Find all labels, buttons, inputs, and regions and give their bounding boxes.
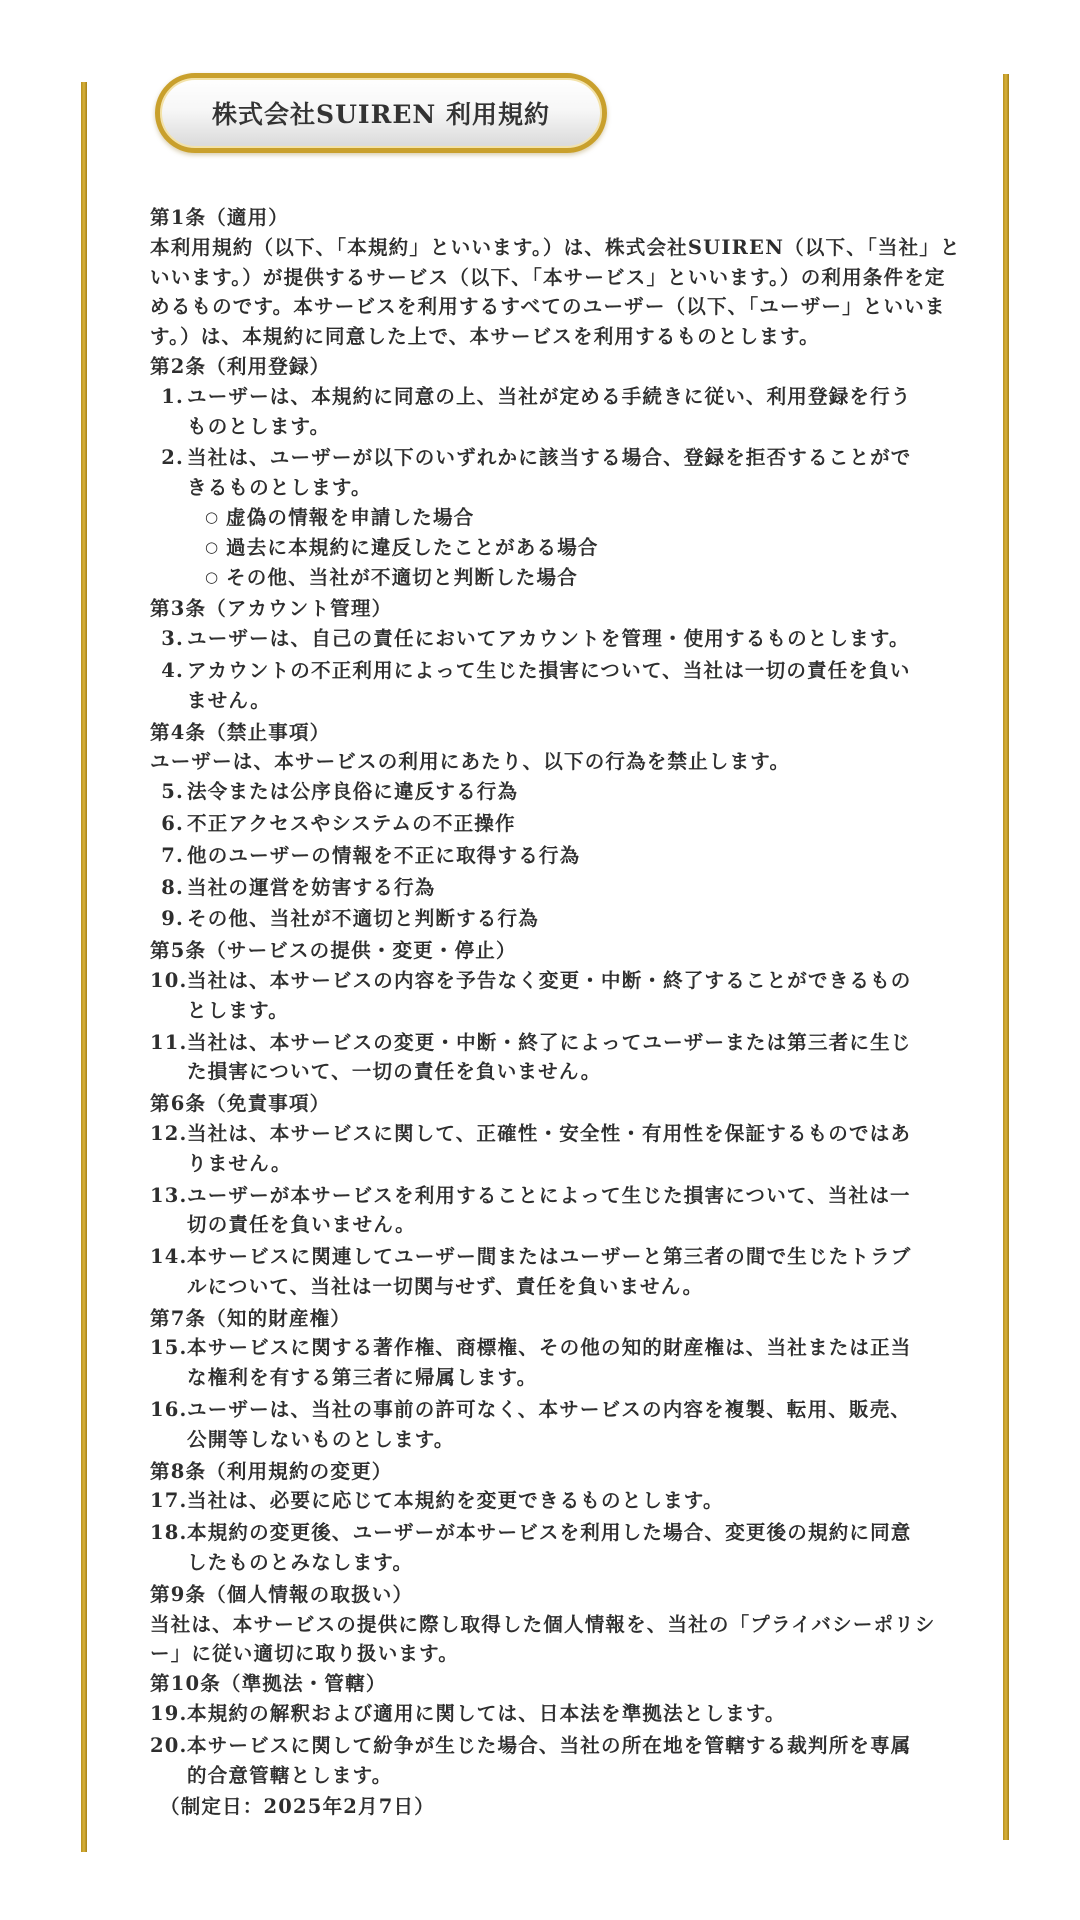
section-heading: 第1条（適用） [150, 206, 289, 229]
section-paragraph: 当社は、本サービスの提供に際し取得した個人情報を、当社の「プライバシーポリシー」に従い適切に取り扱います。 [150, 1612, 936, 1666]
item-number: 13. [150, 1183, 188, 1207]
terms-section [150, 594, 962, 715]
enactment-date: （制定日：2025年2月7日） [160, 1795, 435, 1819]
numbered-list [150, 1486, 962, 1577]
list-item [150, 904, 922, 934]
list-item [150, 1699, 922, 1729]
list-item [150, 1486, 922, 1516]
item-number: 7. [161, 843, 184, 867]
item-number: 17. [150, 1489, 188, 1513]
list-item [150, 443, 922, 592]
terms-section [150, 1669, 962, 1790]
list-item [150, 1731, 922, 1791]
item-number: 15. [150, 1336, 188, 1360]
list-item [150, 1028, 922, 1088]
bullet-item [187, 503, 922, 533]
list-item [150, 624, 922, 654]
bullet-item [187, 563, 922, 593]
list-item [150, 777, 922, 807]
terms-section [150, 718, 962, 935]
item-text: 不正アクセスやシステムの不正操作 [187, 811, 516, 835]
item-text: ユーザーは、当社の事前の許可なく、本サービスの内容を複製、転用、販売、公開等しないものとします。 [187, 1398, 912, 1451]
item-text: 法令または公序良俗に違反する行為 [187, 780, 519, 804]
item-number: 6. [161, 811, 184, 835]
bullet-text: その他、当社が不適切と判断した場合 [226, 565, 578, 589]
item-number: 14. [150, 1245, 188, 1269]
item-number: 18. [150, 1521, 188, 1545]
terms-section [150, 1457, 962, 1578]
bullet-text: 過去に本規約に違反したことがある場合 [226, 535, 599, 559]
item-text: 当社の運営を妨害する行為 [187, 875, 436, 899]
section-paragraph: 本利用規約（以下、「本規約」といいます。）は、株式会社SUIREN（以下、「当社」といいます。）が提供するサービス（以下、「本サービス」といいます。）の利用条件を定めるものです。本サービスを利用するすべてのユーザー（以下、「ユーザー」といいます。）は、本規約に同意した上で、本サービスを利用するものとします。 [150, 235, 961, 349]
item-text: 本サービスに関して紛争が生じた場合、当社の所在地を管轄する裁判所を専属的合意管轄とします。 [187, 1733, 912, 1787]
bullet-text: 虚偽の情報を申請した場合 [226, 505, 475, 529]
item-number: 20. [150, 1733, 188, 1757]
terms-section [150, 352, 962, 592]
item-number: 1. [161, 384, 184, 408]
bullet-item [187, 533, 922, 563]
item-text: 本規約の変更後、ユーザーが本サービスを利用した場合、変更後の規約に同意したものとみなします。 [187, 1521, 912, 1575]
item-text: 本サービスに関連してユーザー間またはユーザーと第三者の間で生じたトラブルについて、当社は一切関与せず、責任を負いません。 [187, 1245, 912, 1298]
gold-border-right [1003, 74, 1009, 1840]
item-number: 10. [150, 968, 188, 992]
list-item [150, 1518, 922, 1578]
numbered-list [150, 1699, 962, 1790]
numbered-list [150, 382, 962, 593]
list-item [150, 841, 922, 871]
item-number: 19. [150, 1702, 188, 1726]
bullet-list [187, 503, 922, 592]
section-heading: 第6条（免責事項） [150, 1092, 331, 1116]
list-item [150, 382, 922, 442]
section-heading: 第7条（知的財産権） [150, 1306, 352, 1330]
item-text: ユーザーが本サービスを利用することによって生じた損害について、当社は一切の責任を負いません。 [187, 1183, 911, 1237]
list-item [150, 1395, 922, 1455]
item-text: 当社は、必要に応じて本規約を変更できるものとします。 [187, 1489, 724, 1513]
item-text: 本サービスに関する著作権、商標権、その他の知的財産権は、当社または正当な権利を有する第三者に帰属します。 [187, 1336, 912, 1390]
list-item [150, 656, 922, 716]
item-number: 11. [150, 1030, 188, 1054]
list-item [150, 809, 922, 839]
numbered-list [150, 624, 962, 715]
numbered-list [150, 1119, 962, 1302]
list-item [150, 966, 922, 1026]
section-heading: 第3条（アカウント管理） [150, 597, 393, 621]
item-text: 当社は、本サービスの内容を予告なく変更・中断・終了することができるものとします。 [187, 968, 912, 1022]
terms-content [150, 203, 962, 1822]
title-banner [155, 73, 607, 153]
item-text: 他のユーザーの情報を不正に取得する行為 [187, 843, 581, 867]
item-text: 当社は、ユーザーが以下のいずれかに該当する場合、登録を拒否することができるものとします。 [187, 446, 912, 500]
numbered-list [150, 1333, 962, 1454]
terms-section [150, 203, 962, 352]
section-heading: 第2条（利用登録） [150, 354, 331, 378]
section-paragraph: ユーザーは、本サービスの利用にあたり、以下の行為を禁止します。 [150, 750, 791, 774]
terms-section [150, 1304, 962, 1455]
numbered-list [150, 777, 962, 934]
item-number: 5. [161, 780, 184, 804]
item-number: 3. [161, 627, 184, 651]
item-text: その他、当社が不適切と判断する行為 [187, 907, 539, 931]
item-text: 当社は、本サービスに関して、正確性・安全性・有用性を保証するものではありません。 [187, 1121, 912, 1175]
item-number: 12. [150, 1121, 188, 1145]
list-item [150, 1181, 922, 1241]
list-item [150, 1333, 922, 1393]
item-text: 本規約の解釈および適用に関しては、日本法を準拠法とします。 [187, 1702, 786, 1726]
circle-bullet-icon: ○ [205, 537, 220, 556]
numbered-list [150, 966, 962, 1087]
item-text: ユーザーは、自己の責任においてアカウントを管理・使用するものとします。 [187, 627, 910, 651]
circle-bullet-icon: ○ [205, 507, 220, 526]
terms-section [150, 936, 962, 1087]
list-item [150, 1242, 922, 1302]
list-item [150, 1119, 922, 1179]
section-heading: 第10条（準拠法・管轄） [150, 1672, 387, 1696]
terms-section [150, 1580, 962, 1669]
section-heading: 第9条（個人情報の取扱い） [150, 1582, 414, 1606]
item-text: アカウントの不正利用によって生じた損害について、当社は一切の責任を負いません。 [187, 658, 911, 712]
section-heading: 第4条（禁止事項） [150, 720, 331, 744]
circle-bullet-icon: ○ [205, 567, 220, 586]
list-item [150, 873, 922, 903]
item-text: 当社は、本サービスの変更・中断・終了によってユーザーまたは第三者に生じた損害について、一切の責任を負いません。 [187, 1030, 912, 1084]
item-text: ユーザーは、本規約に同意の上、当社が定める手続きに従い、利用登録を行うものとします。 [187, 384, 912, 438]
item-number: 9. [161, 907, 184, 931]
section-heading: 第5条（サービスの提供・変更・停止） [150, 939, 517, 963]
page-title: 株式会社SUIREN 利用規約 [212, 100, 550, 129]
item-number: 8. [161, 875, 184, 899]
terms-section [150, 1089, 962, 1302]
item-number: 16. [150, 1398, 188, 1422]
item-number: 2. [161, 446, 184, 470]
item-number: 4. [161, 658, 184, 682]
section-heading: 第8条（利用規約の変更） [150, 1459, 393, 1483]
gold-border-left [81, 82, 87, 1852]
